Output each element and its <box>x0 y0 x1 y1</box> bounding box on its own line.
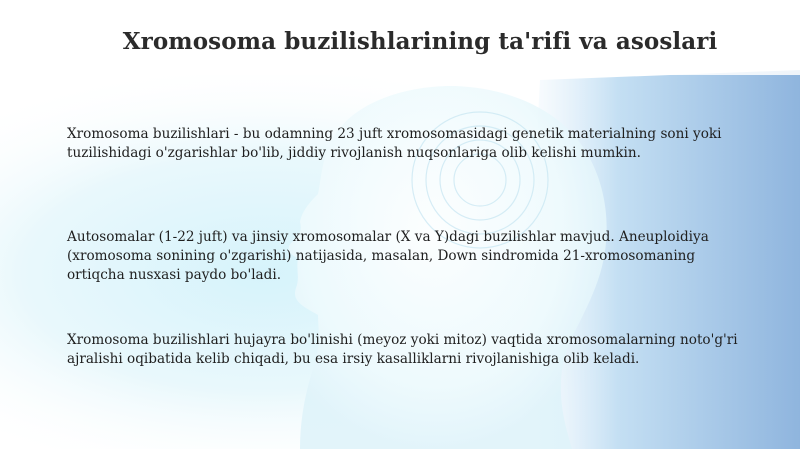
paragraph-causes: Xromosoma buzilishlari hujayra bo'linishi (meyoz yoki mitoz) vaqtida xromosomalarning noto'g'ri ajralishi oqibatida kelib chiqadi, bu esa irsiy kasalliklarni rivojlanishiga olib keladi. <box>67 332 738 367</box>
paragraph-definition: Xromosoma buzilishlari - bu odamning 23 juft xromosomasidagi genetik materialning soni yoki tuzilishidagi o'zgarishlar bo'lib, jiddiy rivojlanish nuqsonlariga olib kelishi mumkin. <box>67 126 722 161</box>
slide-title: Xromosoma buzilishlarining ta'rifi va asoslari <box>122 28 718 55</box>
paragraph-types: Autosomalar (1-22 juft) va jinsiy xromosomalar (X va Y)dagi buzilishlar mavjud. Aneuploidiya (xromosoma sonining o'zgarishi) natijasida, masalan, Down sindromida 21-xromosomaning ortiqcha nusxasi paydo bo'ladi. <box>67 229 709 283</box>
